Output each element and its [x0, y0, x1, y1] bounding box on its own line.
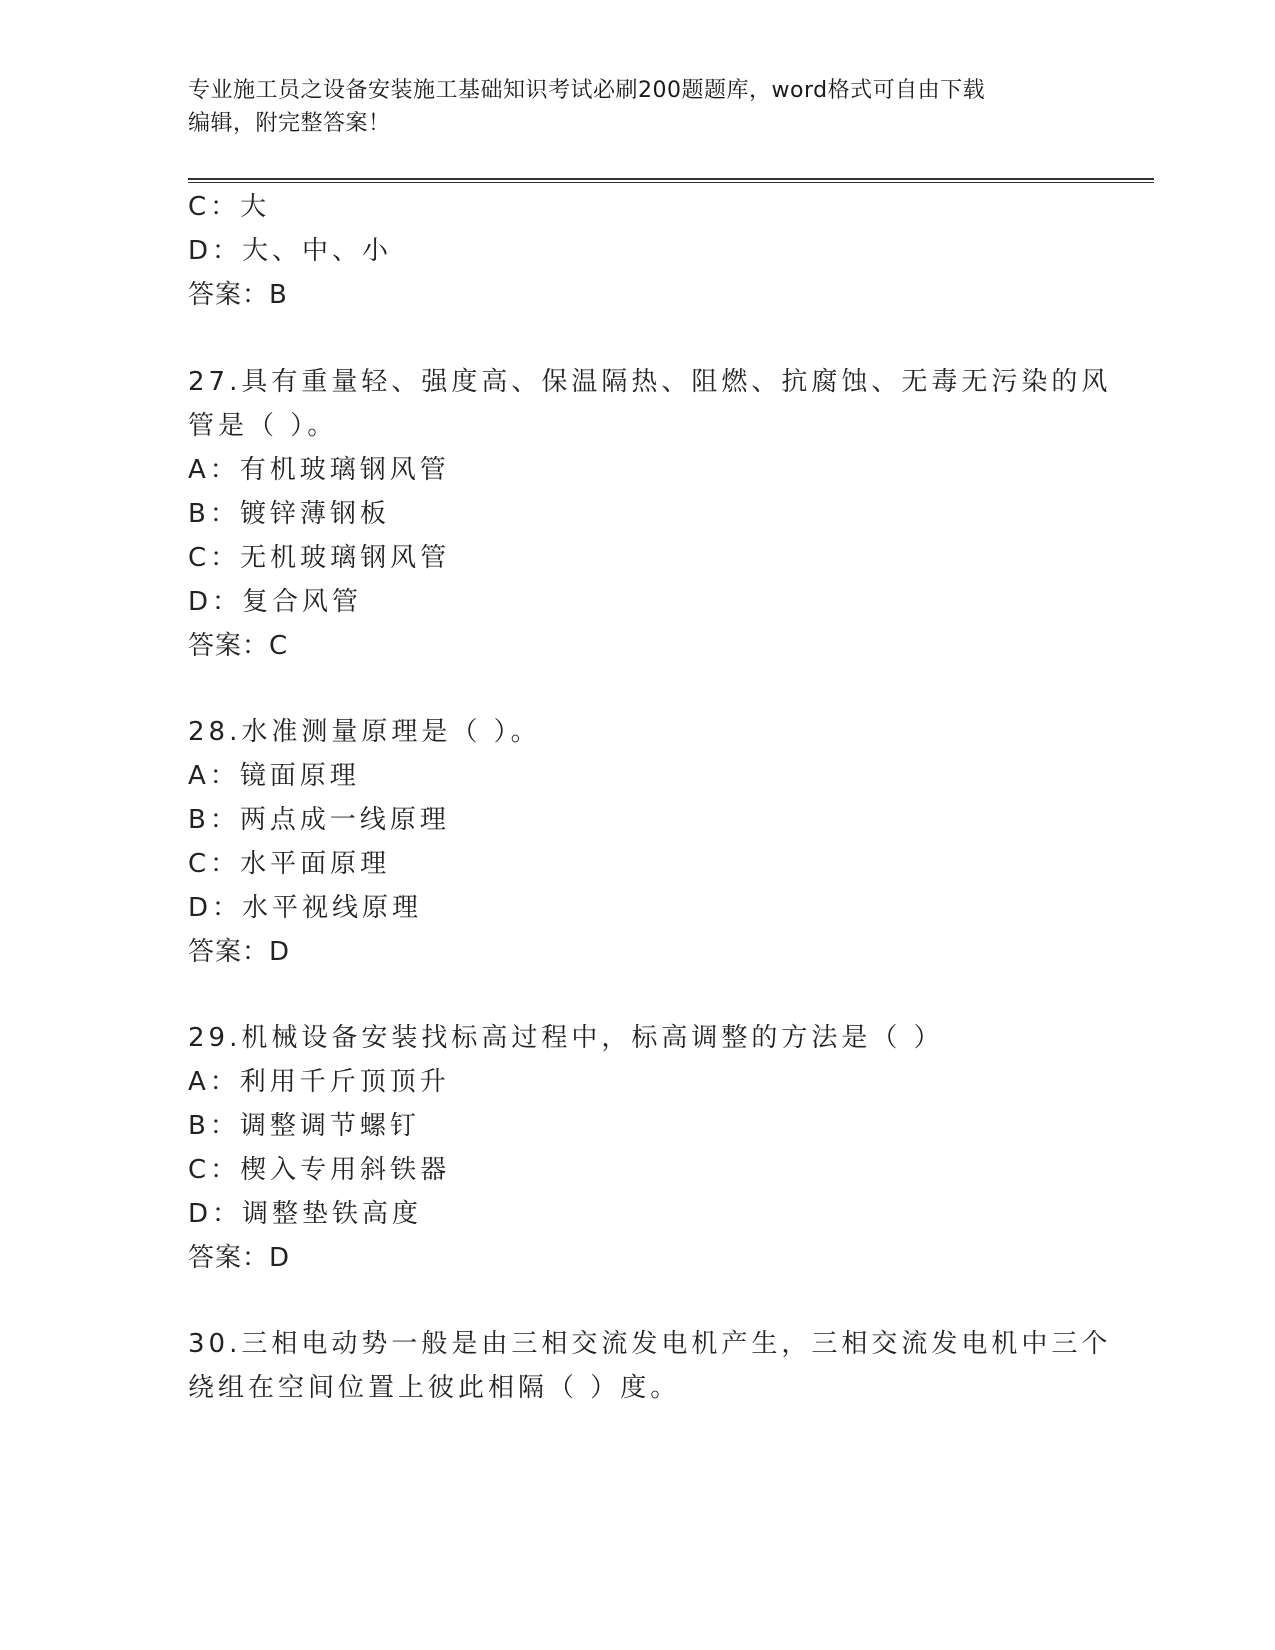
q28-stem: 28.水准测量原理是（ ）。: [188, 717, 541, 747]
q29-answer: 答案：D: [188, 1243, 291, 1273]
q27-option-c: C：无机玻璃钢风管: [188, 543, 451, 573]
q28-option-d: D：水平视线原理: [188, 893, 423, 923]
header-title-line-2: 编辑，附完整答案！: [188, 111, 391, 136]
q27-stem-line-1: 27.具有重量轻、强度高、保温隔热、阻燃、抗腐蚀、无毒无污染的风: [188, 367, 1112, 397]
q26-option-d: D：大、中、小: [188, 236, 393, 266]
q27-option-b: B：镀锌薄钢板: [188, 499, 390, 529]
q28-option-b: B：两点成一线原理: [188, 805, 450, 835]
header-divider: [188, 178, 1154, 183]
q29-option-b: B：调整调节螺钉: [188, 1111, 420, 1141]
q28-option-a: A：镜面原理: [188, 761, 360, 791]
header-title-line-1: 专业施工员之设备安装施工基础知识考试必刷200题题库，word格式可自由下载: [188, 78, 986, 103]
q28-answer: 答案：D: [188, 937, 291, 967]
q28-option-c: C：水平面原理: [188, 849, 391, 879]
q26-option-c: C：大: [188, 192, 271, 222]
q27-option-d: D：复合风管: [188, 587, 363, 617]
q30-stem-line-1: 30.三相电动势一般是由三相交流发电机产生，三相交流发电机中三个: [188, 1329, 1112, 1359]
q29-option-c: C：楔入专用斜铁器: [188, 1155, 451, 1185]
q27-stem-line-2: 管是（ ）。: [188, 411, 338, 441]
q30-stem-line-2: 绕组在空间位置上彼此相隔（ ）度。: [188, 1373, 681, 1403]
q27-answer: 答案：C: [188, 631, 289, 661]
q29-option-d: D：调整垫铁高度: [188, 1199, 423, 1229]
q27-option-a: A：有机玻璃钢风管: [188, 455, 450, 485]
q26-answer: 答案：B: [188, 280, 288, 310]
page-header: [188, 74, 1088, 140]
q29-option-a: A：利用千斤顶顶升: [188, 1067, 450, 1097]
q29-stem: 29.机械设备安装找标高过程中，标高调整的方法是（ ）: [188, 1023, 944, 1053]
